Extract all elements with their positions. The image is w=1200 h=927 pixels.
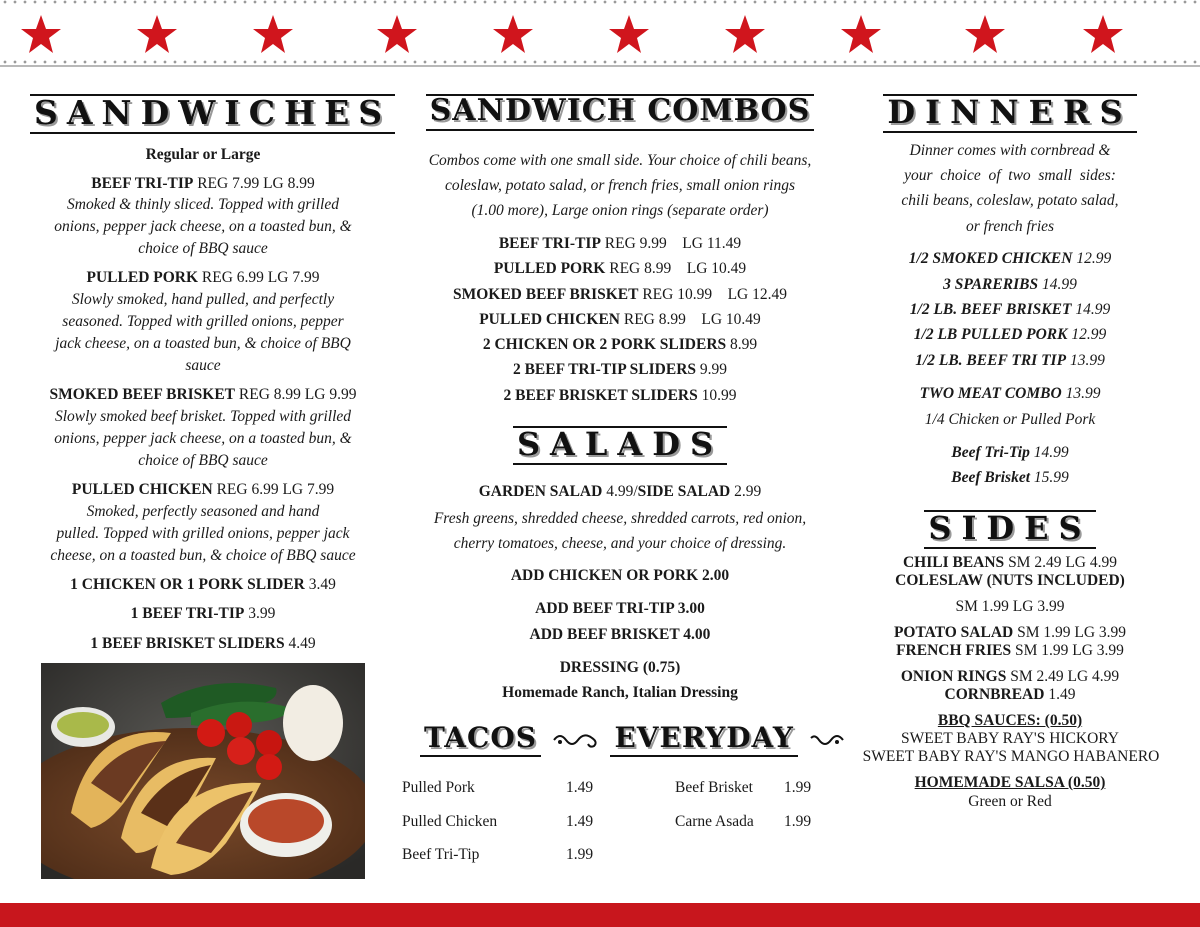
item-name: ONION RINGS (900, 668, 1007, 685)
sandwich-item-title (30, 386, 376, 405)
item-price: 8.99 (730, 336, 758, 353)
taco-item-name: Beef Brisket (675, 779, 753, 796)
combo-item (400, 361, 840, 380)
star-icon (840, 14, 882, 54)
combos-heading: SANDWICH COMBOS (400, 94, 840, 131)
item-desc: seasoned. Topped with grilled onions, pepper (62, 313, 344, 330)
star-icon (1082, 14, 1124, 54)
item-name: 2 CHICKEN OR 2 PORK SLIDERS (482, 336, 727, 353)
item-price: 1.49 (1048, 686, 1076, 703)
item-price: 4.49 (288, 635, 316, 652)
dinner-item (860, 276, 1160, 295)
item-price: REG 7.99 LG 8.99 (197, 175, 315, 192)
combo-item (400, 387, 840, 406)
taco-item-price: 1.49 (566, 779, 594, 796)
item-price: 14.99 (1033, 444, 1069, 461)
side-item (850, 642, 1170, 661)
item-name: PULLED CHICKEN (479, 311, 620, 328)
item-name: GARDEN SALAD (478, 483, 603, 500)
item-desc: onions, pepper jack cheese, on a toasted bun, & (54, 430, 352, 447)
slider-item (30, 605, 376, 624)
sandwich-item-title (30, 175, 376, 194)
scroll-ornament-icon (552, 730, 600, 750)
add-chicken: ADD CHICKEN OR PORK 2.00 (510, 567, 730, 584)
item-name: 3 SPARERIBS (943, 276, 1039, 293)
item-name: 1/2 LB PULLED PORK (913, 326, 1068, 343)
item-price: 4.99/ (606, 483, 638, 500)
add-tritip: ADD BEEF TRI-TIP 3.00 (535, 600, 705, 617)
dressing-options: Homemade Ranch, Italian Dressing (502, 684, 738, 701)
tacos-photo (41, 663, 365, 879)
taco-item-name: Pulled Chicken (402, 813, 498, 830)
sandwiches-heading: SANDWICHES (30, 94, 376, 134)
item-price: REG 8.99 LG 9.99 (238, 386, 357, 403)
bbq-sauces-heading: BBQ SAUCES: (0.50) (937, 712, 1083, 729)
dressing: DRESSING (0.75) (559, 659, 681, 676)
coleslaw-price: SM 1.99 LG 3.99 (955, 598, 1065, 615)
item-name: BEEF TRI-TIP (498, 235, 601, 252)
item-price: 10.99 (701, 387, 737, 404)
taco-item-name: Carne Asada (675, 813, 754, 830)
banner-dots-top (0, 0, 1200, 4)
item-name: FRENCH FRIES (896, 642, 1012, 659)
two-meat-combo (860, 385, 1160, 404)
item-desc: cheese, on a toasted bun, & choice of BBQ sauce (50, 547, 356, 564)
item-price: 15.99 (1033, 469, 1069, 486)
item-price: REG 8.99 LG 10.49 (609, 260, 747, 277)
bbq-option: SWEET BABY RAY'S MANGO HABANERO (862, 748, 1160, 765)
sides-heading: SIDES (860, 510, 1160, 549)
item-price: REG 10.99 LG 12.49 (642, 286, 788, 303)
item-price: SM 1.99 LG 3.99 (1014, 642, 1124, 659)
slider-item (30, 576, 376, 595)
sandwich-item-title (30, 269, 376, 288)
item-name: 2 BEEF TRI-TIP SLIDERS (512, 361, 697, 378)
item-name: 1 BEEF TRI-TIP (130, 605, 245, 622)
item-name: BEEF TRI-TIP (91, 175, 194, 192)
taco-item-name: Pulled Pork (402, 779, 475, 796)
item-desc: onions, pepper jack cheese, on a toasted bun, & (54, 218, 352, 235)
banner-dots-bottom (0, 60, 1200, 64)
item-name: POTATO SALAD (893, 624, 1014, 641)
item-name: TWO MEAT COMBO (919, 385, 1062, 402)
item-price: SM 2.49 LG 4.99 (1010, 668, 1120, 685)
item-desc: choice of BBQ sauce (138, 452, 268, 469)
star-icon (724, 14, 766, 54)
dinners-desc: chili beans, coleslaw, potato salad, (901, 192, 1119, 209)
item-price: REG 8.99 LG 10.49 (623, 311, 761, 328)
item-desc: Slowly smoked beef brisket. Topped with grilled (54, 408, 352, 425)
dinners-desc: or french fries (965, 218, 1055, 235)
star-icon (20, 14, 62, 54)
item-desc: Slowly smoked, hand pulled, and perfectly (71, 291, 335, 308)
item-price: 12.99 (1076, 250, 1112, 267)
item-desc: sauce (185, 357, 221, 374)
star-icon (376, 14, 418, 54)
salsa-heading: HOMEMADE SALSA (0.50) (914, 774, 1106, 791)
garden-salad (400, 483, 840, 502)
side-item (850, 624, 1170, 643)
side-item (850, 686, 1170, 705)
taco-item-price: 1.49 (566, 813, 594, 830)
item-name: Beef Brisket (951, 469, 1031, 486)
taco-item-price: 1.99 (784, 813, 812, 830)
item-price: 14.99 (1075, 301, 1111, 318)
star-icon (608, 14, 650, 54)
dinner-item (860, 301, 1160, 320)
item-price: 13.99 (1065, 385, 1101, 402)
combo-item (400, 260, 840, 279)
item-name: PULLED CHICKEN (71, 481, 213, 498)
sandwiches-subtitle: Regular or Large (145, 146, 261, 163)
item-price: 9.99 (699, 361, 728, 378)
footer-red-bar (0, 903, 1200, 927)
dinner-extra (860, 469, 1160, 488)
combos-desc: Combos come with one small side. Your choice of chili beans, (428, 152, 812, 169)
taco-item-price: 1.99 (784, 779, 812, 796)
combo-item (400, 336, 840, 355)
salads-heading: SALADS (400, 426, 840, 465)
side-item (850, 668, 1170, 687)
sandwich-item-title (30, 481, 376, 500)
item-price: 12.99 (1071, 326, 1107, 343)
combos-desc: (1.00 more), Large onion rings (separate order) (471, 202, 769, 219)
item-name: 2 BEEF BRISKET SLIDERS (503, 387, 698, 404)
item-price: 13.99 (1069, 352, 1105, 369)
item-price: REG 6.99 LG 7.99 (216, 481, 335, 498)
star-banner (0, 0, 1200, 68)
item-price: 2.99 (734, 483, 762, 500)
combo-item (400, 235, 840, 254)
item-desc: pulled. Topped with grilled onions, pepper jack (56, 525, 350, 542)
item-name: Beef Tri-Tip (951, 444, 1030, 461)
item-name: SMOKED BEEF BRISKET (452, 286, 639, 303)
star-icon (252, 14, 294, 54)
combo-item (400, 286, 840, 305)
coleslaw: COLESLAW (NUTS INCLUDED) (895, 572, 1125, 589)
item-name: SMOKED BEEF BRISKET (49, 386, 236, 403)
item-name: 1/2 LB. BEEF BRISKET (909, 301, 1072, 318)
scroll-ornament-icon (809, 730, 845, 750)
item-name: CORNBREAD (944, 686, 1045, 703)
star-icon (136, 14, 178, 54)
dinners-desc: Dinner comes with cornbread & (909, 142, 1111, 159)
tacos-heading: TACOS EVERYDAY (420, 724, 820, 757)
item-name: SIDE SALAD (637, 483, 731, 500)
combo-item (400, 311, 840, 330)
item-price: SM 1.99 LG 3.99 (1017, 624, 1127, 641)
add-brisket: ADD BEEF BRISKET 4.00 (529, 626, 711, 643)
dinner-item (860, 352, 1160, 371)
two-meat-note: 1/4 Chicken or Pulled Pork (924, 411, 1096, 428)
item-price: 3.49 (308, 576, 336, 593)
item-name: PULLED PORK (86, 269, 199, 286)
item-name: PULLED PORK (493, 260, 606, 277)
item-price: REG 6.99 LG 7.99 (201, 269, 320, 286)
item-price: 14.99 (1041, 276, 1077, 293)
dinner-item (860, 326, 1160, 345)
salsa-options: Green or Red (968, 793, 1052, 810)
star-icon (964, 14, 1006, 54)
item-price: 3.99 (248, 605, 276, 622)
taco-item-price: 1.99 (566, 846, 594, 863)
dinner-extra (860, 444, 1160, 463)
slider-item (30, 635, 376, 654)
combos-desc: coleslaw, potato salad, or french fries, small onion rings (444, 177, 796, 194)
item-name: 1/2 SMOKED CHICKEN (908, 250, 1073, 267)
salads-desc: cherry tomatoes, cheese, and your choice of dressing. (453, 535, 787, 552)
item-name: CHILI BEANS (902, 554, 1005, 571)
item-desc: Smoked & thinly sliced. Topped with grilled (67, 196, 339, 213)
side-item (850, 554, 1170, 573)
item-price: REG 9.99 LG 11.49 (604, 235, 742, 252)
star-icon (492, 14, 534, 54)
dinners-heading: DINNERS (860, 94, 1160, 133)
item-desc: choice of BBQ sauce (138, 240, 268, 257)
dinner-item (860, 250, 1160, 269)
item-desc: jack cheese, on a toasted bun, & choice of BBQ (55, 335, 351, 352)
item-name: 1 BEEF BRISKET SLIDERS (90, 635, 285, 652)
item-price: SM 2.49 LG 4.99 (1008, 554, 1118, 571)
salads-desc: Fresh greens, shredded cheese, shredded carrots, red onion, (433, 510, 807, 527)
item-name: 1 CHICKEN OR 1 PORK SLIDER (70, 576, 305, 593)
taco-item-name: Beef Tri-Tip (402, 846, 480, 863)
item-desc: Smoked, perfectly seasoned and hand (86, 503, 320, 520)
bbq-option: SWEET BABY RAY'S HICKORY (901, 730, 1119, 747)
dinners-desc: your choice of two small sides: (904, 167, 1116, 184)
item-name: 1/2 LB. BEEF TRI TIP (915, 352, 1067, 369)
banner-line (0, 65, 1200, 67)
